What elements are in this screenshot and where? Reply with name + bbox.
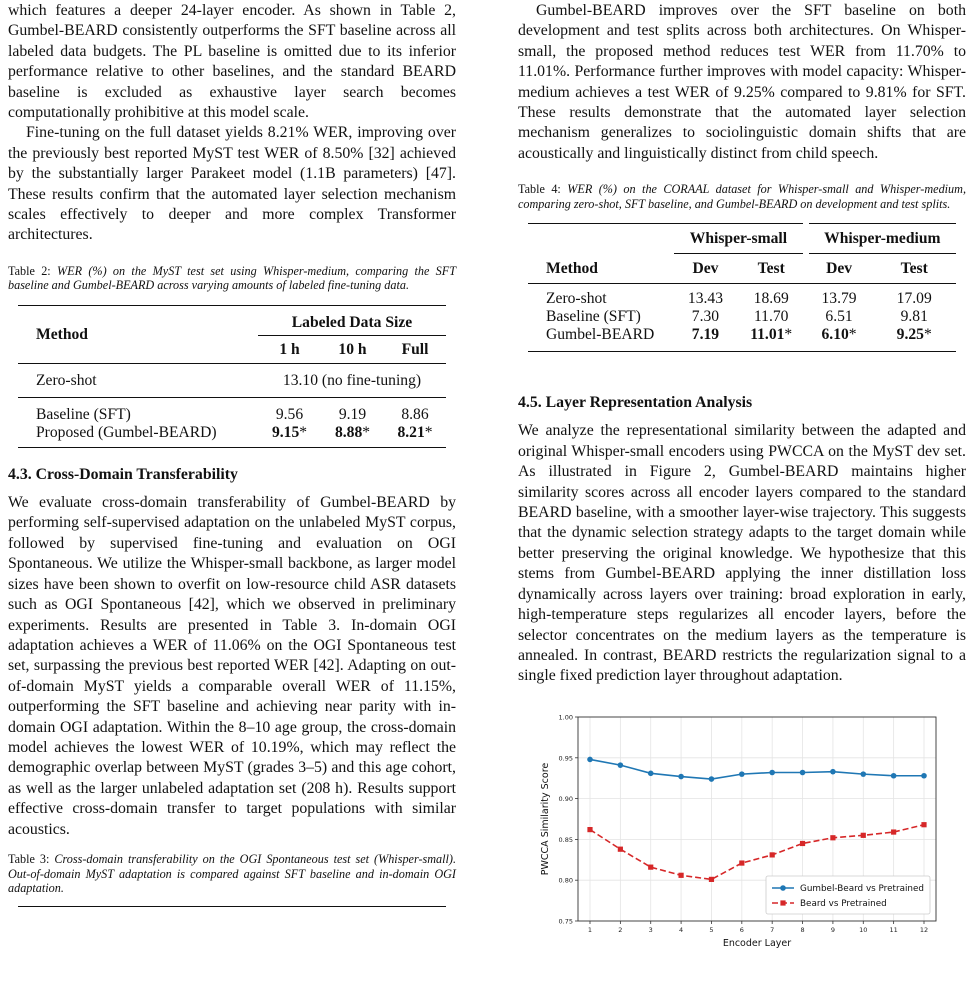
table4-cell: 9.81 [900,307,928,325]
table2-cell-value: 8.88 [334,423,363,441]
table2-row-method: Baseline (SFT) [36,405,131,423]
table4-cell: 18.69 [753,289,789,307]
x-tick-label: 3 [648,925,653,934]
table2-cell [258,424,321,448]
data-point [830,835,835,840]
table2-row-method: Proposed (Gumbel-BEARD) [36,423,217,441]
table2-header-col: Full [401,340,429,358]
data-point [921,822,926,827]
pwcca-line-chart [530,711,950,961]
x-tick-label: 10 [859,925,868,934]
data-point [648,770,654,776]
data-point [587,756,593,762]
table2-header-group: Labeled Data Size [258,306,446,336]
table2-cell [384,424,446,448]
table2-cell [321,424,384,448]
left-paragraph-3: We evaluate cross-domain transferability of Gumbel-BEARD by performing self-supervised adaptation on the unlabeled MyST corpus, followed by supervised fine-tuning and evaluation on OGI Spontaneous. We utilize the Whisper-small backbone, as larger model sizes have been shown to overfit on low-resource child ASR datasets such as OGI Spontaneous [42], which we observed in preliminary experiments. Results are presented in Table 3. In-domain OGI adaptation achieves a WER of 11.06% on the OGI Spontaneous test set, surpassing the previous best reported WER [42]. Adapting on out-of-domain MyST yields a comparable overall WER of 11.15%, outperforming the SFT baseline and achieving near parity with in-domain OGI adaptation. Within the 8–10 age group, the cross-domain model achieves the lowest WER of 10.19%, which may reflect the demographic overlap between MyST (grades 3–5) and this age cohort, as well as the larger unlabeled adaptation set (208 h). Results support effective cross-domain transfer to target populations with similar acoustics. [8,494,456,838]
table4-cell: 13.79 [821,289,857,307]
x-tick-label: 4 [679,925,684,934]
y-axis-label: PWCCA Similarity Score [540,762,551,875]
x-tick-label: 12 [919,925,929,934]
table4-cell: 7.30 [691,307,720,325]
data-point [709,776,715,782]
table3-caption-label: Table 3: [8,851,50,866]
table2 [18,305,446,448]
chart-legend [766,876,930,914]
table2-header-method: Method [36,325,88,343]
x-tick-label: 2 [618,925,623,934]
left-paragraph-2: Fine-tuning on the full dataset yields 8.21% WER, improving over the previously best reported MyST test WER of 8.50% [32] achieved by the substantially larger Parakeet model (1.1B parameters) [47]. These results confirm that the automated layer selection mechanism scales effectively to deeper and more complex Transformer architectures. [8,124,456,244]
y-tick-label: 0.75 [558,917,573,926]
x-tick-label: 8 [800,925,805,934]
table4-cell: 11.70 [753,307,789,325]
table4-empty-cell [528,224,674,254]
table3-caption-text: Cross-domain transferability on the OGI Spontaneous test set (Whisper-small). Out-of-domain MyST adaptation is compared against SFT baseline and in-domain OGI adaptation. [8,851,457,896]
right-paragraph-2: We analyze the representational similarity between the adapted and original Whisper-small encoders using PWCCA on the MyST dev set. As illustrated in Figure 2, Gumbel-BEARD maintains higher similarity scores across all encoder layers compared to the standard BEARD baseline, with a smoother layer-wise trajectory. This suggests that the dynamic selection strategy adapts to the target domain while better preserving the original knowledge. We hypothesize that this stems from Gumbel-BEARD applying the inner distillation loss dynamically across layers over training: broad exploration in early, high-temperature steps regularizes all encoder layers, before the selector concentrates on the medium layers as the temperature is annealed. In contrast, BEARD restricts the regularization signal to a single fixed prediction layer throughout adaptation. [518,422,966,685]
table4-cell-value: 11.01 [750,325,785,343]
table4-header-medium: Whisper-medium [806,224,956,254]
significance-mark: * [299,423,308,441]
significance-mark: * [923,325,932,343]
significance-mark: * [362,423,371,441]
table4-header-small: Whisper-small [674,224,806,254]
table4-header-test: Test [757,259,785,277]
data-point [618,846,623,851]
table4-header-dev: Dev [826,259,853,277]
section-4-5-heading: 4.5. Layer Representation Analysis [518,394,753,412]
legend-label: Beard vs Pretrained [800,898,887,909]
table4-row-method: Gumbel-BEARD [546,325,655,343]
table4-header-method: Method [546,259,598,277]
table4-cell-value: 7.19 [691,325,720,343]
significance-mark: * [424,423,433,441]
right-column [518,0,966,961]
table4-cell [737,326,806,352]
series-line [590,824,924,879]
data-point [891,773,897,779]
data-point [648,864,653,869]
table2-caption [8,264,456,293]
data-point [800,841,805,846]
table2-zeroshot-value: 13.10 (no fine-tuning) [282,371,422,389]
y-tick-label: 0.80 [558,876,573,885]
x-tick-label: 9 [830,925,835,934]
y-tick-label: 0.90 [558,794,573,803]
table4-cell: 6.51 [825,307,853,325]
right-paragraph-1: Gumbel-BEARD improves over the SFT baseline on both development and test splits across both architectures. On Whisper-small, the proposed method reduces test WER from 11.70% to 11.01%. Performance further improves with model capacity: Whisper-medium achieves a test WER of 9.25% compared to 9.81% for SFT. These results demonstrate that the automated layer selection mechanism generalizes to sociolinguistic domain shifts that are acoustically and linguistically distinct from child speech. [518,2,966,162]
table4-header-test: Test [900,259,928,277]
table2-cell: 8.86 [401,405,429,423]
data-point [618,762,624,768]
data-point [678,773,684,779]
significance-mark: * [848,325,857,343]
data-point [921,773,927,779]
chart-series [587,756,927,881]
significance-mark: * [784,325,793,343]
table2-cell: 9.56 [275,405,304,423]
table4-caption [518,182,966,211]
data-point [800,769,806,775]
series-line [590,759,924,779]
x-tick-label: 11 [889,925,898,934]
table4-cell: 17.09 [896,289,932,307]
legend-label: Gumbel-Beard vs Pretrained [800,883,924,894]
x-tick-label: 6 [739,925,744,934]
data-point [769,769,775,775]
table4-cell [806,326,873,352]
x-tick-label: 7 [770,925,775,934]
section-4-3-heading: 4.3. Cross-Domain Transferability [8,466,238,484]
table4-cell [872,326,956,352]
x-axis-label: Encoder Layer [722,937,792,949]
data-point [587,827,592,832]
table2-zeroshot-label: Zero-shot [36,371,97,389]
left-column [8,0,456,907]
data-point [709,877,714,882]
y-tick-label: 1.00 [558,713,573,722]
table2-caption-text: WER (%) on the MyST test set using Whisper-medium, comparing the SFT baseline and Gumbel-BEARD across varying amounts of labeled fine-tuning data. [8,263,456,293]
data-point [739,860,744,865]
data-point [860,771,866,777]
table3-top-rule [18,906,446,907]
legend-marker [780,900,785,905]
table4-cell-value: 6.10 [821,325,849,343]
table2-cell: 9.19 [338,405,367,423]
y-tick-label: 0.95 [558,754,573,763]
data-point [678,872,683,877]
left-paragraph-1: which features a deeper 24-layer encoder. As shown in Table 2, Gumbel-BEARD consistently outperforms the SFT baseline across all labeled data budgets. The PL baseline is omitted due to its inferior performance relative to other baselines, and the standard BEARD baseline is excluded as exhaustive layer search becomes computationally prohibitive at this model scale. [8,2,456,122]
table4-cell [674,326,737,352]
x-tick-label: 1 [587,925,593,934]
table4-caption-label: Table 4: [518,182,561,197]
x-tick-label: 5 [709,925,714,934]
table4-row-method: Baseline (SFT) [546,307,641,325]
table2-cell-value: 8.21 [397,423,425,441]
table4-header-dev: Dev [692,259,719,277]
data-point [861,832,866,837]
table3-caption [8,852,456,896]
table2-header-col: 1 h [279,340,300,358]
data-point [891,829,896,834]
y-tick-label: 0.85 [558,835,573,844]
legend-marker [780,885,786,891]
table2-caption-label: Table 2: [8,263,51,278]
table4-cell-value: 9.25 [896,325,924,343]
data-point [830,769,836,775]
table4 [528,223,956,352]
table2-header-col: 10 h [338,340,367,358]
table4-cell: 13.43 [687,289,723,307]
data-point [739,771,745,777]
table4-caption-text: WER (%) on the CORAAL dataset for Whisper-small and Whisper-medium, comparing zero-shot, SFT baseline, and Gumbel-BEARD on development and test splits. [518,182,966,211]
table2-cell-value: 9.15 [271,423,300,441]
data-point [770,852,775,857]
table4-row-method: Zero-shot [546,289,607,307]
